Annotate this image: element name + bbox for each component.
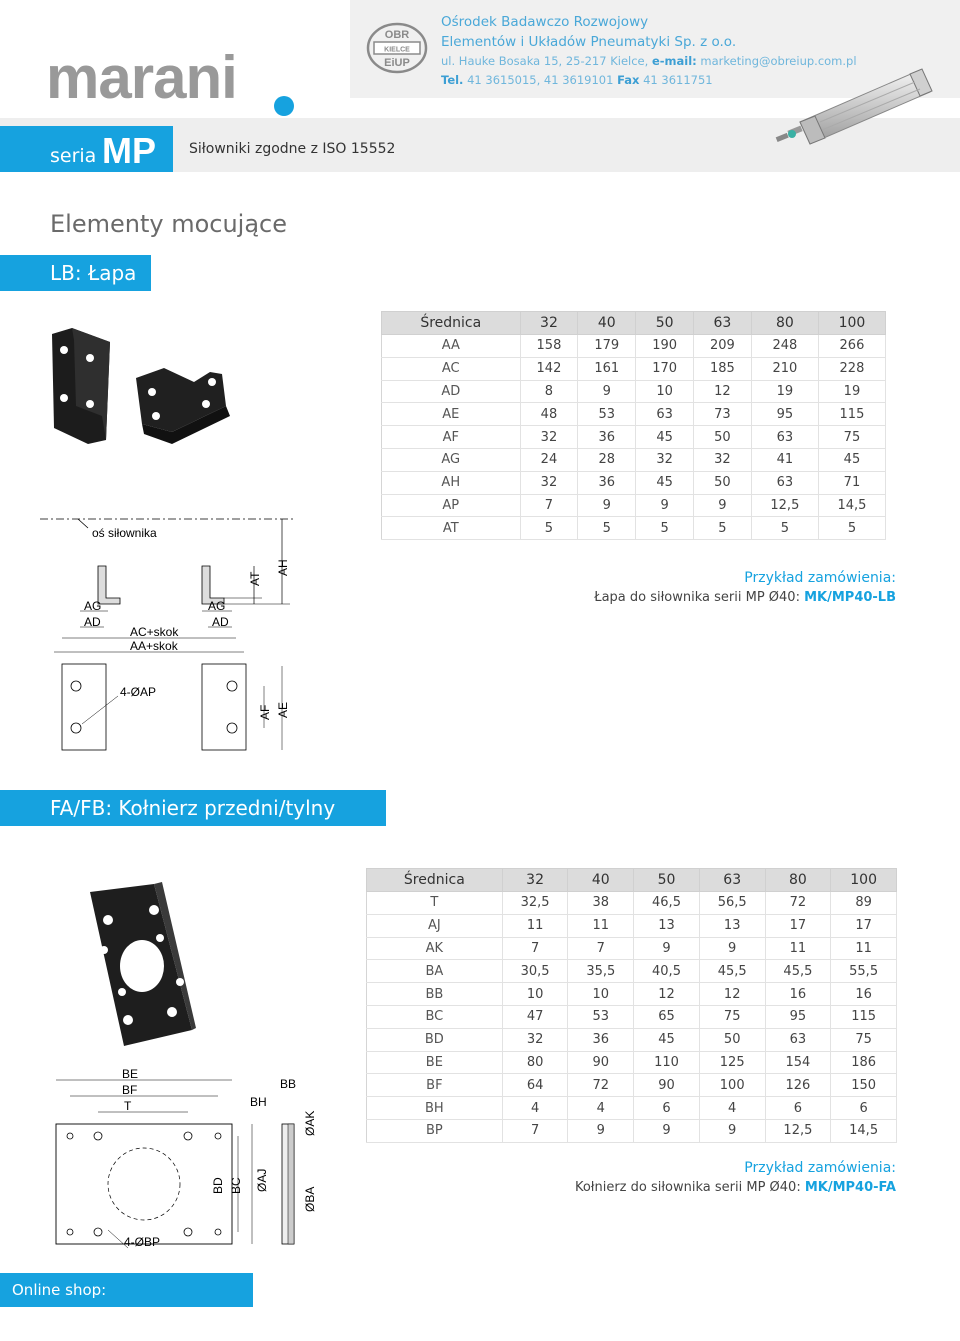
axis-label: oś siłownika (92, 526, 157, 540)
table-cell: 17 (765, 914, 831, 937)
table-cell: 266 (818, 335, 885, 358)
ak-label: ØAK (303, 1110, 317, 1136)
column-header-80: 80 (765, 869, 831, 892)
logo-bottom-text: EiUP (384, 57, 410, 69)
email-address[interactable]: marketing@obreiup.com.pl (696, 54, 857, 68)
ae-label: AE (276, 701, 290, 718)
lb-dimension-drawing (36, 514, 298, 756)
ah-label: AH (276, 559, 290, 576)
table-cell: 36 (568, 1028, 634, 1051)
table-cell: 38 (568, 892, 634, 915)
table-cell: 75 (831, 1028, 897, 1051)
table-cell: 32 (694, 448, 752, 471)
column-header-50: 50 (634, 869, 700, 892)
lb-section-tag: LB: Łapa (0, 255, 151, 291)
table-row (382, 471, 886, 494)
series-subtitle: Siłowniki zgodne z ISO 15552 (189, 141, 396, 157)
table-cell: 40,5 (634, 960, 700, 983)
table-row (382, 357, 886, 380)
company-name-line1: Ośrodek Badawczo Rozwojowy (441, 14, 649, 30)
table-cell: 75 (818, 426, 885, 449)
table-cell: 7 (502, 1119, 568, 1142)
row-label: BH (367, 1097, 503, 1120)
series-word: seria (50, 145, 97, 167)
lb-order-code: MK/MP40-LB (804, 590, 896, 605)
table-cell: 5 (694, 517, 752, 540)
table-row (382, 426, 886, 449)
row-label: AJ (367, 914, 503, 937)
column-header-63: 63 (699, 869, 765, 892)
table-cell: 35,5 (568, 960, 634, 983)
table-cell: 63 (751, 426, 818, 449)
table-cell: 14,5 (831, 1119, 897, 1142)
company-name-line2: Elementów i Układów Pneumatyki Sp. z o.o. (441, 34, 737, 50)
table-row (367, 937, 897, 960)
logo-top-text: OBR (384, 29, 410, 41)
be-label: BE (122, 1067, 139, 1081)
holes-label: 4-ØAP (120, 685, 157, 699)
table-cell: 32 (520, 471, 578, 494)
table-cell: 9 (699, 1119, 765, 1142)
table-cell: 71 (818, 471, 885, 494)
table-cell: 11 (831, 937, 897, 960)
row-label: T (367, 892, 503, 915)
lb-foot-photo (44, 320, 234, 450)
ag-label-right: AG (208, 599, 226, 613)
table-cell: 5 (818, 517, 885, 540)
table-cell: 24 (520, 448, 578, 471)
fa-order-example (575, 1180, 896, 1195)
table-cell: 64 (502, 1074, 568, 1097)
brand-dot (274, 96, 294, 116)
table-cell: 9 (578, 494, 636, 517)
table-cell: 115 (818, 403, 885, 426)
table-cell: 9 (694, 494, 752, 517)
table-cell: 80 (502, 1051, 568, 1074)
t-label: T (124, 1099, 132, 1113)
column-header-100: 100 (831, 869, 897, 892)
table-cell: 12,5 (751, 494, 818, 517)
table-cell: 50 (694, 471, 752, 494)
table-cell: 142 (520, 357, 578, 380)
lb-spec-table (381, 311, 886, 540)
tel-numbers: 41 3615015, 41 3619101 (463, 73, 618, 87)
table-cell: 6 (634, 1097, 700, 1120)
table-row (382, 403, 886, 426)
table-cell: 12 (694, 380, 752, 403)
bh-label: BH (250, 1095, 267, 1109)
column-header-diameter: Średnica (382, 312, 521, 335)
fa-order-text: Kołnierz do siłownika serii MP Ø40: (574, 1180, 805, 1195)
table-cell: 4 (502, 1097, 568, 1120)
table-cell: 12 (699, 983, 765, 1006)
row-label: AF (382, 426, 521, 449)
column-header-32: 32 (520, 312, 578, 335)
table-cell: 186 (831, 1051, 897, 1074)
table-cell: 95 (751, 403, 818, 426)
brand-wordmark: marani (46, 44, 237, 111)
table-cell: 50 (694, 426, 752, 449)
row-label: AT (382, 517, 521, 540)
row-label: AK (367, 937, 503, 960)
table-cell: 11 (568, 914, 634, 937)
table-row (382, 517, 886, 540)
table-body (382, 335, 886, 540)
ad-label-right: AD (212, 615, 229, 629)
table-cell: 9 (634, 937, 700, 960)
table-cell: 13 (634, 914, 700, 937)
ag-label-left: AG (84, 599, 102, 613)
table-cell: 63 (636, 403, 694, 426)
fa-holes-label: 4-ØBP (124, 1235, 161, 1249)
table-cell: 45,5 (699, 960, 765, 983)
lb-order-example (594, 590, 896, 605)
email-label: e-mail: (651, 54, 697, 68)
table-cell: 12,5 (765, 1119, 831, 1142)
table-cell: 32,5 (502, 892, 568, 915)
column-header-diameter: Średnica (367, 869, 503, 892)
table-cell: 125 (699, 1051, 765, 1074)
row-label: AD (382, 380, 521, 403)
table-row (367, 1097, 897, 1120)
table-cell: 90 (568, 1051, 634, 1074)
footer-label: Online shop: (12, 1281, 107, 1299)
table-cell: 6 (765, 1097, 831, 1120)
table-cell: 5 (751, 517, 818, 540)
table-cell: 9 (634, 1119, 700, 1142)
table-cell: 154 (765, 1051, 831, 1074)
af-label: AF (258, 704, 272, 720)
row-label: AH (382, 471, 521, 494)
section-title: Elementy mocujące (50, 210, 287, 238)
table-row (382, 380, 886, 403)
table-cell: 73 (694, 403, 752, 426)
at-label: AT (248, 571, 262, 586)
table-cell: 53 (568, 1005, 634, 1028)
row-label: BB (367, 983, 503, 1006)
table-cell: 10 (568, 983, 634, 1006)
fa-dimension-drawing (52, 1064, 324, 1254)
column-header-50: 50 (636, 312, 694, 335)
ac-label: AC+skok (130, 625, 179, 639)
table-cell: 72 (765, 892, 831, 915)
fa-flange-photo (84, 880, 199, 1050)
table-row (382, 448, 886, 471)
table-cell: 110 (634, 1051, 700, 1074)
table-row (367, 983, 897, 1006)
column-header-100: 100 (818, 312, 885, 335)
table-cell: 8 (520, 380, 578, 403)
table-cell: 95 (765, 1005, 831, 1028)
table-cell: 48 (520, 403, 578, 426)
table-cell: 150 (831, 1074, 897, 1097)
table-cell: 10 (502, 983, 568, 1006)
table-cell: 190 (636, 335, 694, 358)
table-cell: 9 (636, 494, 694, 517)
bf-label: BF (122, 1083, 138, 1097)
table-cell: 17 (831, 914, 897, 937)
table-cell: 72 (568, 1074, 634, 1097)
bc-label: BC (229, 1177, 243, 1194)
marani-logo (46, 44, 286, 111)
row-label: AG (382, 448, 521, 471)
table-row (382, 335, 886, 358)
table-cell: 36 (578, 426, 636, 449)
table-cell: 161 (578, 357, 636, 380)
table-cell: 90 (634, 1074, 700, 1097)
table-cell: 46,5 (634, 892, 700, 915)
table-row (367, 892, 897, 915)
table-cell: 19 (818, 380, 885, 403)
shop-link[interactable]: pneumatykaOBR.pl (12, 1315, 175, 1333)
row-label: AC (382, 357, 521, 380)
address-text: ul. Hauke Bosaka 15, 25-217 Kielce, (441, 54, 652, 68)
table-cell: 7 (520, 494, 578, 517)
table-cell: 16 (831, 983, 897, 1006)
column-header-80: 80 (751, 312, 818, 335)
table-row (367, 1005, 897, 1028)
table-cell: 19 (751, 380, 818, 403)
table-cell: 10 (636, 380, 694, 403)
table-body (367, 892, 897, 1143)
fa-order-code: MK/MP40-FA (804, 1180, 896, 1195)
table-row (367, 1119, 897, 1142)
table-row (367, 914, 897, 937)
table-cell: 89 (831, 892, 897, 915)
table-cell: 41 (751, 448, 818, 471)
table-cell: 65 (634, 1005, 700, 1028)
table-cell: 115 (831, 1005, 897, 1028)
column-header-40: 40 (568, 869, 634, 892)
table-cell: 170 (636, 357, 694, 380)
bb-label: BB (280, 1077, 297, 1091)
table-cell: 75 (699, 1005, 765, 1028)
table-header-row (382, 312, 886, 335)
table-cell: 11 (502, 914, 568, 937)
row-label: AE (382, 403, 521, 426)
column-header-32: 32 (502, 869, 568, 892)
table-cell: 13 (699, 914, 765, 937)
table-row (367, 1028, 897, 1051)
lb-order-heading: Przykład zamówienia: (744, 570, 896, 586)
table-cell: 32 (636, 448, 694, 471)
table-row (367, 1074, 897, 1097)
table-row (367, 960, 897, 983)
fa-spec-table (366, 868, 897, 1143)
lb-order-text: Łapa do siłownika serii MP Ø40: (594, 590, 805, 605)
logo-mid-text: KIELCE (384, 46, 410, 54)
row-label: BC (367, 1005, 503, 1028)
table-cell: 5 (578, 517, 636, 540)
table-cell: 126 (765, 1074, 831, 1097)
table-cell: 53 (578, 403, 636, 426)
column-header-63: 63 (694, 312, 752, 335)
table-cell: 45 (636, 471, 694, 494)
table-cell: 63 (765, 1028, 831, 1051)
table-row (382, 494, 886, 517)
table-cell: 158 (520, 335, 578, 358)
table-cell: 5 (636, 517, 694, 540)
table-cell: 36 (578, 471, 636, 494)
row-label: BF (367, 1074, 503, 1097)
table-cell: 11 (765, 937, 831, 960)
obr-logo (366, 22, 428, 74)
table-header-row (367, 869, 897, 892)
online-shop-footer (0, 1273, 253, 1333)
table-cell: 7 (502, 937, 568, 960)
table-row (367, 1051, 897, 1074)
ad-label-left: AD (84, 615, 101, 629)
table-cell: 32 (520, 426, 578, 449)
row-label: BE (367, 1051, 503, 1074)
row-label: AP (382, 494, 521, 517)
tel-label: Tel. (441, 73, 464, 87)
row-label: AA (382, 335, 521, 358)
table-cell: 209 (694, 335, 752, 358)
aj-label: ØAJ (255, 1168, 269, 1192)
row-label: BP (367, 1119, 503, 1142)
table-cell: 16 (765, 983, 831, 1006)
table-cell: 6 (831, 1097, 897, 1120)
table-cell: 9 (699, 937, 765, 960)
fa-section-tag: FA/FB: Kołnierz przedni/tylny (0, 790, 386, 826)
fax-label: Fax (617, 73, 640, 87)
table-cell: 185 (694, 357, 752, 380)
series-badge (0, 126, 173, 172)
cylinder-image (770, 62, 940, 162)
table-cell: 55,5 (831, 960, 897, 983)
table-cell: 9 (568, 1119, 634, 1142)
table-cell: 30,5 (502, 960, 568, 983)
column-header-40: 40 (578, 312, 636, 335)
table-cell: 56,5 (699, 892, 765, 915)
table-cell: 9 (578, 380, 636, 403)
table-cell: 50 (699, 1028, 765, 1051)
fax-number: 41 3611751 (639, 73, 713, 87)
fa-order-heading: Przykład zamówienia: (744, 1160, 896, 1176)
table-cell: 63 (751, 471, 818, 494)
table-cell: 45 (636, 426, 694, 449)
table-cell: 12 (634, 983, 700, 1006)
row-label: BD (367, 1028, 503, 1051)
table-cell: 28 (578, 448, 636, 471)
table-cell: 32 (502, 1028, 568, 1051)
table-cell: 47 (502, 1005, 568, 1028)
table-cell: 45 (818, 448, 885, 471)
table-cell: 248 (751, 335, 818, 358)
table-cell: 4 (699, 1097, 765, 1120)
table-cell: 5 (520, 517, 578, 540)
table-cell: 14,5 (818, 494, 885, 517)
table-cell: 228 (818, 357, 885, 380)
aa-label: AA+skok (130, 639, 178, 653)
ba-label: ØBA (303, 1186, 317, 1212)
row-label: BA (367, 960, 503, 983)
table-cell: 4 (568, 1097, 634, 1120)
series-code: MP (102, 130, 156, 171)
bd-label: BD (211, 1177, 225, 1194)
table-cell: 45,5 (765, 960, 831, 983)
table-cell: 100 (699, 1074, 765, 1097)
table-cell: 210 (751, 357, 818, 380)
table-cell: 7 (568, 937, 634, 960)
table-cell: 45 (634, 1028, 700, 1051)
table-cell: 179 (578, 335, 636, 358)
